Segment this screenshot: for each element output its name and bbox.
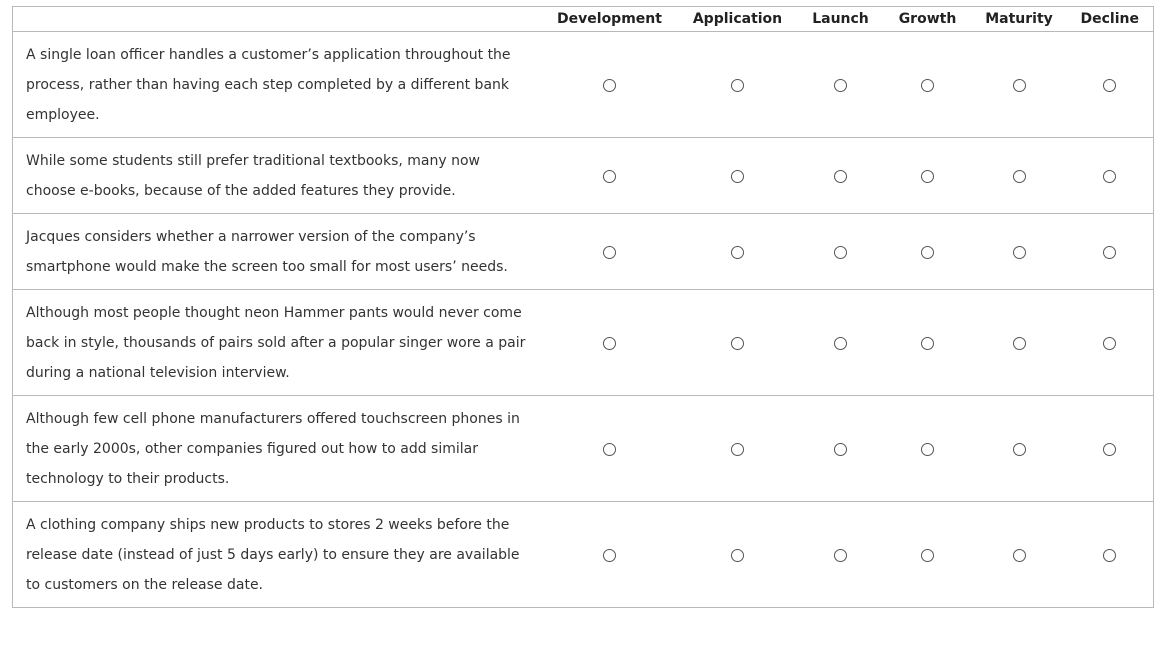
choice-cell-launch — [798, 290, 884, 396]
statement-text: Jacques considers whether a narrower version of the company’s smartphone would make the screen too small for most users’ needs. — [13, 214, 542, 290]
radio-button-development[interactable] — [603, 246, 616, 259]
radio-button-launch[interactable] — [834, 79, 847, 92]
radio-button-development[interactable] — [603, 337, 616, 350]
radio-button-maturity[interactable] — [1013, 79, 1026, 92]
choice-cell-growth — [884, 32, 972, 138]
radio-button-development[interactable] — [603, 170, 616, 183]
choice-cell-growth — [884, 214, 972, 290]
choice-cell-decline — [1067, 502, 1154, 608]
radio-button-maturity[interactable] — [1013, 246, 1026, 259]
choice-cell-maturity — [972, 396, 1067, 502]
statement-row — [13, 290, 1154, 396]
radio-button-growth[interactable] — [921, 337, 934, 350]
choice-cell-launch — [798, 138, 884, 214]
column-header-decline: Decline — [1067, 7, 1154, 32]
radio-button-decline[interactable] — [1103, 549, 1116, 562]
choice-cell-maturity — [972, 502, 1067, 608]
radio-button-application[interactable] — [731, 170, 744, 183]
statement-text: Although few cell phone manufacturers offered touchscreen phones in the early 2000s, other companies figured out how to add similar technology to their products. — [13, 396, 542, 502]
choice-cell-application — [678, 502, 798, 608]
choice-cell-launch — [798, 396, 884, 502]
column-header-maturity: Maturity — [972, 7, 1067, 32]
choice-cell-development — [542, 396, 678, 502]
choice-cell-decline — [1067, 396, 1154, 502]
header-corner — [13, 7, 542, 32]
choice-cell-application — [678, 396, 798, 502]
statement-row — [13, 396, 1154, 502]
choice-cell-launch — [798, 214, 884, 290]
radio-button-growth[interactable] — [921, 549, 934, 562]
radio-button-decline[interactable] — [1103, 170, 1116, 183]
radio-button-application[interactable] — [731, 549, 744, 562]
header-row — [13, 7, 1154, 32]
radio-button-decline[interactable] — [1103, 246, 1116, 259]
choice-cell-maturity — [972, 290, 1067, 396]
statement-row — [13, 138, 1154, 214]
statement-text: A single loan officer handles a customer’s application throughout the process, rather than having each step completed by a different bank employee. — [13, 32, 542, 138]
radio-button-growth[interactable] — [921, 246, 934, 259]
radio-button-growth[interactable] — [921, 170, 934, 183]
choice-cell-growth — [884, 396, 972, 502]
choice-cell-maturity — [972, 32, 1067, 138]
radio-button-application[interactable] — [731, 246, 744, 259]
matching-matrix — [12, 6, 1154, 608]
statement-text: A clothing company ships new products to stores 2 weeks before the release date (instead of just 5 days early) to ensure they are available to customers on the release date. — [13, 502, 542, 608]
choice-cell-application — [678, 32, 798, 138]
statement-row — [13, 32, 1154, 138]
radio-button-maturity[interactable] — [1013, 443, 1026, 456]
column-header-development: Development — [542, 7, 678, 32]
choice-cell-decline — [1067, 214, 1154, 290]
radio-button-decline[interactable] — [1103, 337, 1116, 350]
radio-button-development[interactable] — [603, 443, 616, 456]
choice-cell-growth — [884, 138, 972, 214]
radio-button-development[interactable] — [603, 79, 616, 92]
radio-button-decline[interactable] — [1103, 443, 1116, 456]
choice-cell-development — [542, 502, 678, 608]
choice-cell-development — [542, 290, 678, 396]
choice-cell-decline — [1067, 290, 1154, 396]
radio-button-maturity[interactable] — [1013, 337, 1026, 350]
choice-cell-decline — [1067, 32, 1154, 138]
choice-cell-application — [678, 138, 798, 214]
choice-cell-decline — [1067, 138, 1154, 214]
choice-cell-launch — [798, 502, 884, 608]
statement-row — [13, 214, 1154, 290]
radio-button-application[interactable] — [731, 79, 744, 92]
statement-row — [13, 502, 1154, 608]
choice-cell-development — [542, 138, 678, 214]
radio-button-application[interactable] — [731, 443, 744, 456]
choice-cell-application — [678, 214, 798, 290]
statement-text: While some students still prefer traditional textbooks, many now choose e-books, because of the added features they provide. — [13, 138, 542, 214]
choice-cell-launch — [798, 32, 884, 138]
choice-cell-application — [678, 290, 798, 396]
choice-cell-maturity — [972, 214, 1067, 290]
choice-cell-maturity — [972, 138, 1067, 214]
radio-button-maturity[interactable] — [1013, 170, 1026, 183]
radio-button-launch[interactable] — [834, 443, 847, 456]
column-header-launch: Launch — [798, 7, 884, 32]
statement-text: Although most people thought neon Hammer pants would never come back in style, thousands of pairs sold after a popular singer wore a pair during a national television interview. — [13, 290, 542, 396]
column-header-application: Application — [678, 7, 798, 32]
radio-button-growth[interactable] — [921, 443, 934, 456]
radio-button-growth[interactable] — [921, 79, 934, 92]
column-header-growth: Growth — [884, 7, 972, 32]
radio-button-launch[interactable] — [834, 549, 847, 562]
choice-cell-development — [542, 214, 678, 290]
radio-button-launch[interactable] — [834, 170, 847, 183]
radio-button-decline[interactable] — [1103, 79, 1116, 92]
radio-button-development[interactable] — [603, 549, 616, 562]
radio-button-application[interactable] — [731, 337, 744, 350]
radio-button-maturity[interactable] — [1013, 549, 1026, 562]
choice-cell-growth — [884, 502, 972, 608]
choice-cell-growth — [884, 290, 972, 396]
radio-button-launch[interactable] — [834, 337, 847, 350]
radio-button-launch[interactable] — [834, 246, 847, 259]
choice-cell-development — [542, 32, 678, 138]
